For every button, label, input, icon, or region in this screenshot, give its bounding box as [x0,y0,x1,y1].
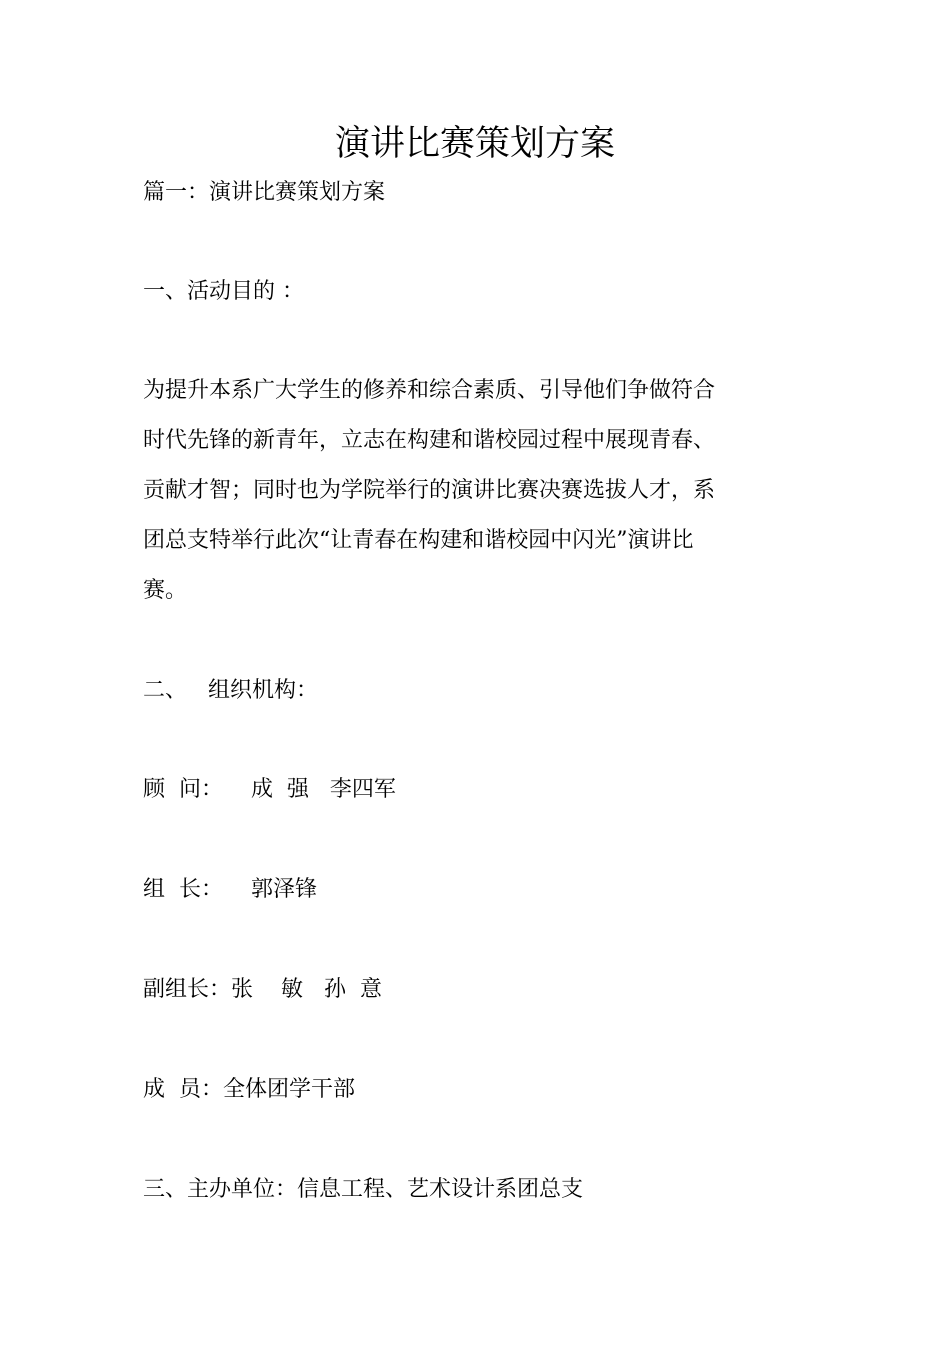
deputy-leaders-line: 副组长：张 敏 孙 意 [143,977,382,1002]
paragraph-line: 贡献才智；同时也为学院举行的演讲比赛决赛选拔人才，系 [143,478,716,503]
document-title: 演讲比赛策划方案 [334,124,615,164]
members-line: 成 员：全体团学干部 [143,1077,355,1102]
section-1-paragraph [143,366,743,616]
advisors-line: 顾 问： 成 强 李四军 [143,777,396,802]
paragraph-line: 团总支特举行此次“让青春在构建和谐校园中闪光”演讲比 [143,528,694,553]
paragraph-line: 为提升本系广大学生的修养和综合素质、引导他们争做符合 [143,378,716,403]
section-3-organizer: 三、主办单位：信息工程、艺术设计系团总支 [143,1177,584,1202]
leader-line: 组 长： 郭泽锋 [143,877,317,902]
paragraph-line: 赛。 [143,578,188,603]
section-2-heading: 二、 组织机构： [143,678,318,703]
paragraph-line: 时代先锋的新青年，立志在构建和谐校园过程中展现青春、 [143,428,716,453]
document-subtitle: 篇一：演讲比赛策划方案 [143,180,386,205]
section-1-heading: 一、活动目的 ： [143,279,304,304]
